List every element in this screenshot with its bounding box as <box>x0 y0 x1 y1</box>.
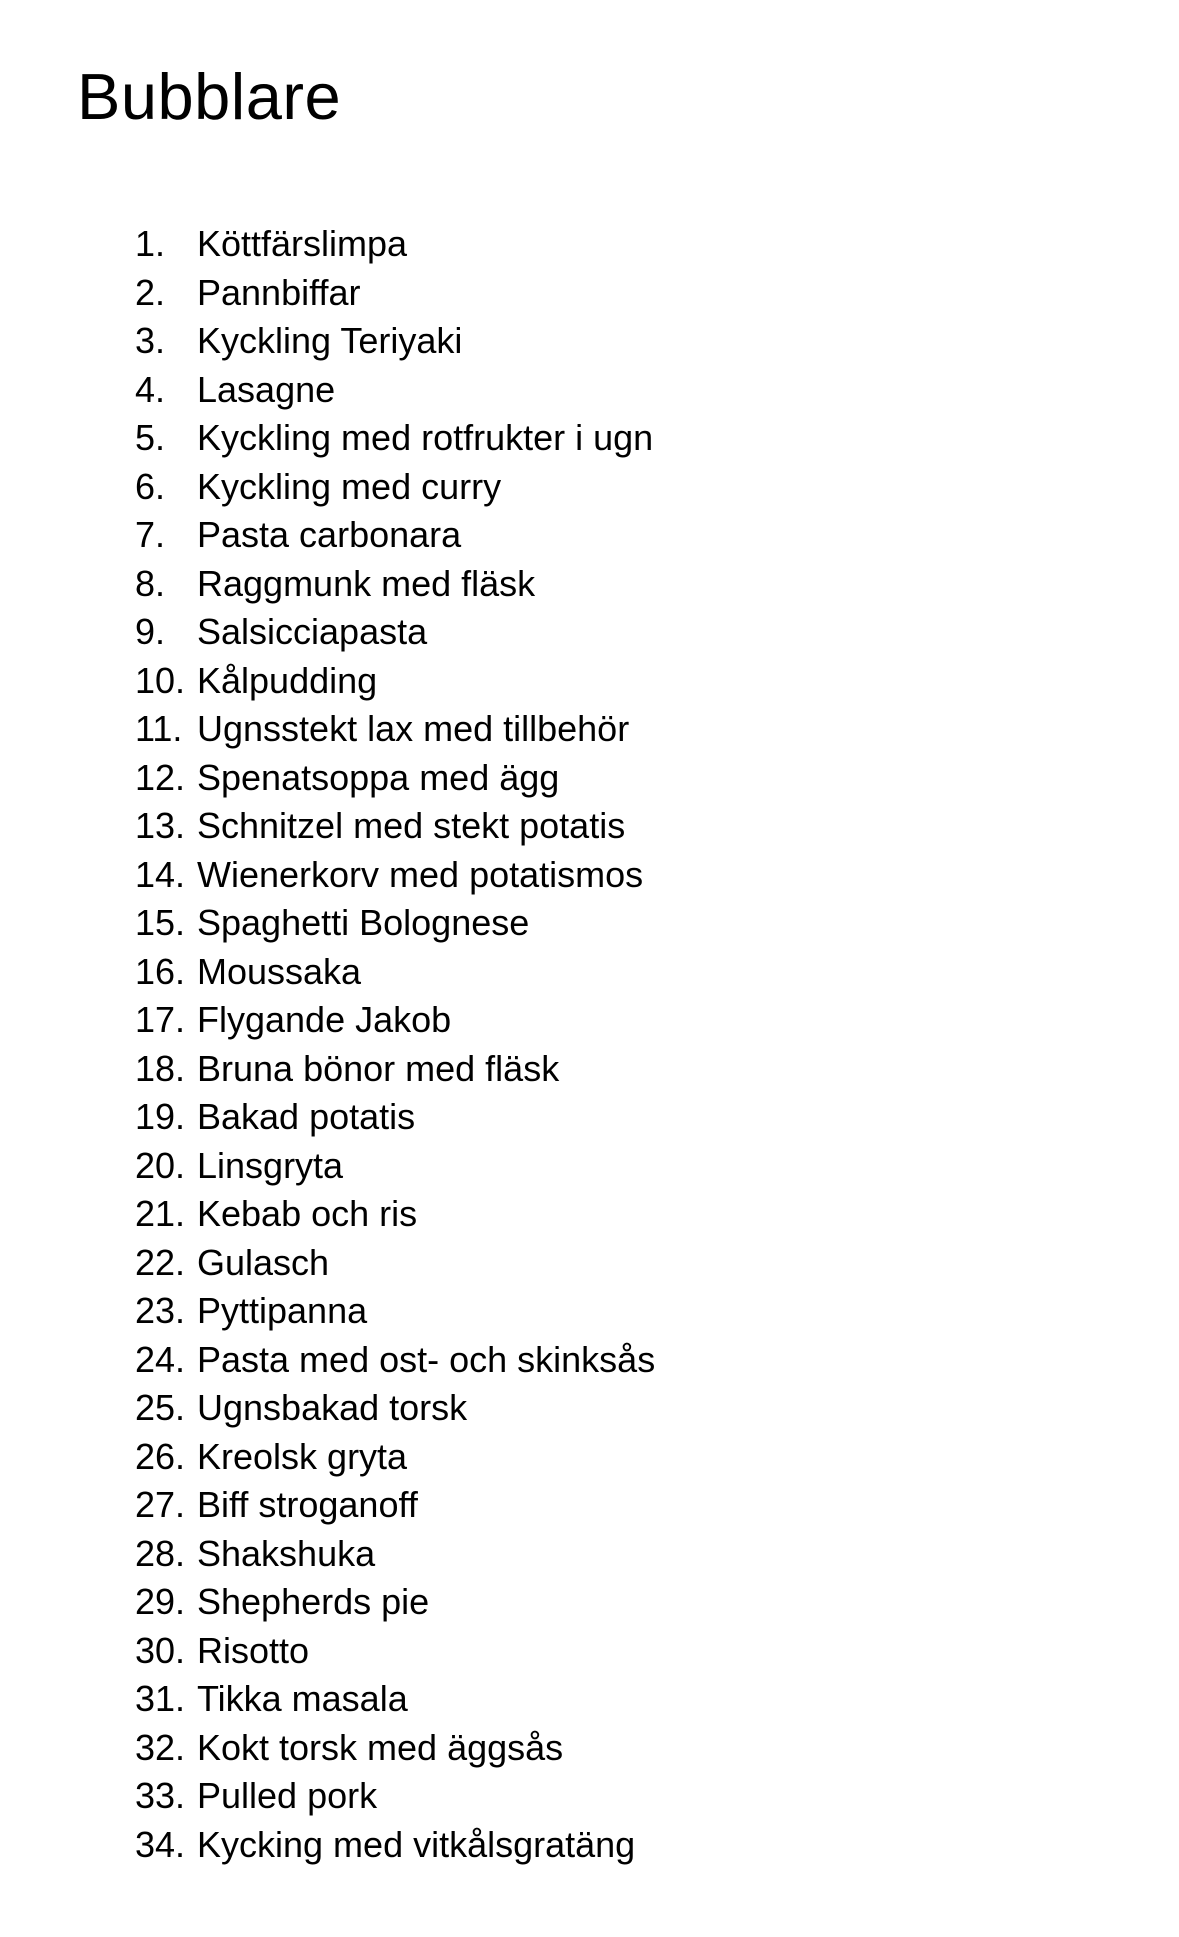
list-item-label: Biff stroganoff <box>197 1484 418 1525</box>
list-item-label: Shakshuka <box>197 1532 376 1574</box>
list-item-number: 31. <box>135 1678 186 1719</box>
list-item-label: Pasta carbonara <box>197 514 462 555</box>
list-item-number: 34. <box>135 1823 186 1865</box>
list-item-label: Bakad potatis <box>197 1096 416 1137</box>
list-item <box>135 1384 655 1433</box>
list-item <box>135 1530 655 1579</box>
list-item-label: Pyttipanna <box>197 1290 368 1331</box>
list-item-number: 17. <box>135 999 186 1040</box>
list-item <box>135 657 655 706</box>
list-item-label: Ugnsbakad torsk <box>197 1387 468 1428</box>
list-item-number: 13. <box>135 805 186 846</box>
list-item-label: Spenatsoppa med ägg <box>197 756 560 798</box>
list-item-label: Schnitzel med stekt potatis <box>197 805 626 846</box>
list-item-label: Flygande Jakob <box>197 999 452 1040</box>
list-item <box>135 1433 655 1482</box>
list-item <box>135 1045 655 1094</box>
list-item-number: 16. <box>135 950 186 992</box>
list-item-label: Kyckling Teriyaki <box>197 320 463 361</box>
list-item-number: 11. <box>135 708 183 749</box>
list-item-number: 21. <box>135 1193 186 1234</box>
list-item <box>135 608 655 657</box>
list-item-label: Kreolsk gryta <box>197 1435 408 1477</box>
list-item-number: 4. <box>135 368 166 410</box>
list-item <box>135 366 655 415</box>
list-item <box>135 1093 655 1142</box>
list-item-label: Kebab och ris <box>197 1193 418 1234</box>
list-item-label: Linsgryta <box>197 1144 344 1186</box>
list-item <box>135 269 655 318</box>
list-item-number: 8. <box>135 562 166 604</box>
list-item <box>135 705 655 754</box>
list-item <box>135 1627 655 1676</box>
list-item-label: Kycking med vitkålsgratäng <box>197 1823 636 1865</box>
list-item <box>135 851 655 900</box>
list-item-number: 14. <box>135 853 186 895</box>
list-item <box>135 899 655 948</box>
list-item <box>135 802 655 851</box>
list-item-label: Raggmunk med fläsk <box>197 562 536 604</box>
list-item-number: 27. <box>135 1484 186 1525</box>
list-item <box>135 1287 655 1336</box>
list-item-label: Tikka masala <box>197 1678 408 1719</box>
page-title: Bubblare <box>77 60 342 133</box>
list-item-number: 25. <box>135 1387 186 1428</box>
list-item-label: Salsicciapasta <box>197 611 428 652</box>
list-item-label: Köttfärslimpa <box>197 223 408 264</box>
list-item-label: Ugnsstekt lax med tillbehör <box>197 708 630 749</box>
list-item-number: 19. <box>135 1096 186 1137</box>
list-item-number: 9. <box>135 611 166 652</box>
list-item-number: 24. <box>135 1338 186 1380</box>
list-item <box>135 1675 655 1724</box>
list-item-label: Kyckling med curry <box>197 465 502 507</box>
list-item <box>135 996 655 1045</box>
list-item <box>135 1239 655 1288</box>
list-item-number: 33. <box>135 1775 186 1816</box>
list-item-label: Wienerkorv med potatismos <box>197 853 644 895</box>
list-item-number: 15. <box>135 902 186 943</box>
list-item-number: 22. <box>135 1241 186 1283</box>
list-item-label: Pannbiffar <box>197 271 361 313</box>
list-item-number: 32. <box>135 1726 186 1768</box>
list-item-label: Shepherds pie <box>197 1581 430 1622</box>
list-item-number: 10. <box>135 659 186 701</box>
list-item <box>135 511 655 560</box>
list-item <box>135 220 655 269</box>
list-item-number: 18. <box>135 1047 186 1089</box>
list-item <box>135 1142 655 1191</box>
list-item-number: 23. <box>135 1290 186 1331</box>
list-item <box>135 560 655 609</box>
list-item-label: Bruna bönor med fläsk <box>197 1047 560 1089</box>
list-item-number: 20. <box>135 1144 186 1186</box>
list-item-number: 29. <box>135 1581 186 1622</box>
list-item <box>135 1821 655 1870</box>
list-item-number: 3. <box>135 320 166 361</box>
list-item <box>135 754 655 803</box>
list-item-label: Gulasch <box>197 1241 330 1283</box>
list-item-label: Kokt torsk med äggsås <box>197 1726 564 1768</box>
list-item-number: 26. <box>135 1435 186 1477</box>
list-item-number: 12. <box>135 756 186 798</box>
list-item <box>135 414 655 463</box>
list-item <box>135 463 655 512</box>
list-item-label: Pulled pork <box>197 1775 378 1816</box>
list-item <box>135 1190 655 1239</box>
list-item <box>135 317 655 366</box>
list-item-label: Kyckling med rotfrukter i ugn <box>197 417 654 458</box>
list-item-number: 30. <box>135 1629 186 1671</box>
dish-list <box>135 220 655 1869</box>
list-item-number: 7. <box>135 514 166 555</box>
list-item <box>135 1724 655 1773</box>
list-item-label: Spaghetti Bolognese <box>197 902 530 943</box>
list-item <box>135 1772 655 1821</box>
list-item-number: 6. <box>135 465 166 507</box>
list-item-number: 1. <box>135 223 166 264</box>
list-item-number: 2. <box>135 271 166 313</box>
list-item <box>135 1481 655 1530</box>
list-item-label: Kålpudding <box>197 659 378 701</box>
list-item-label: Pasta med ost- och skinksås <box>197 1338 656 1380</box>
list-item-number: 28. <box>135 1532 186 1574</box>
list-item-label: Moussaka <box>197 950 362 992</box>
list-item-label: Risotto <box>197 1629 310 1671</box>
list-item-label: Lasagne <box>197 368 336 410</box>
list-item <box>135 1336 655 1385</box>
list-item <box>135 1578 655 1627</box>
list-item-number: 5. <box>135 417 166 458</box>
list-item <box>135 948 655 997</box>
